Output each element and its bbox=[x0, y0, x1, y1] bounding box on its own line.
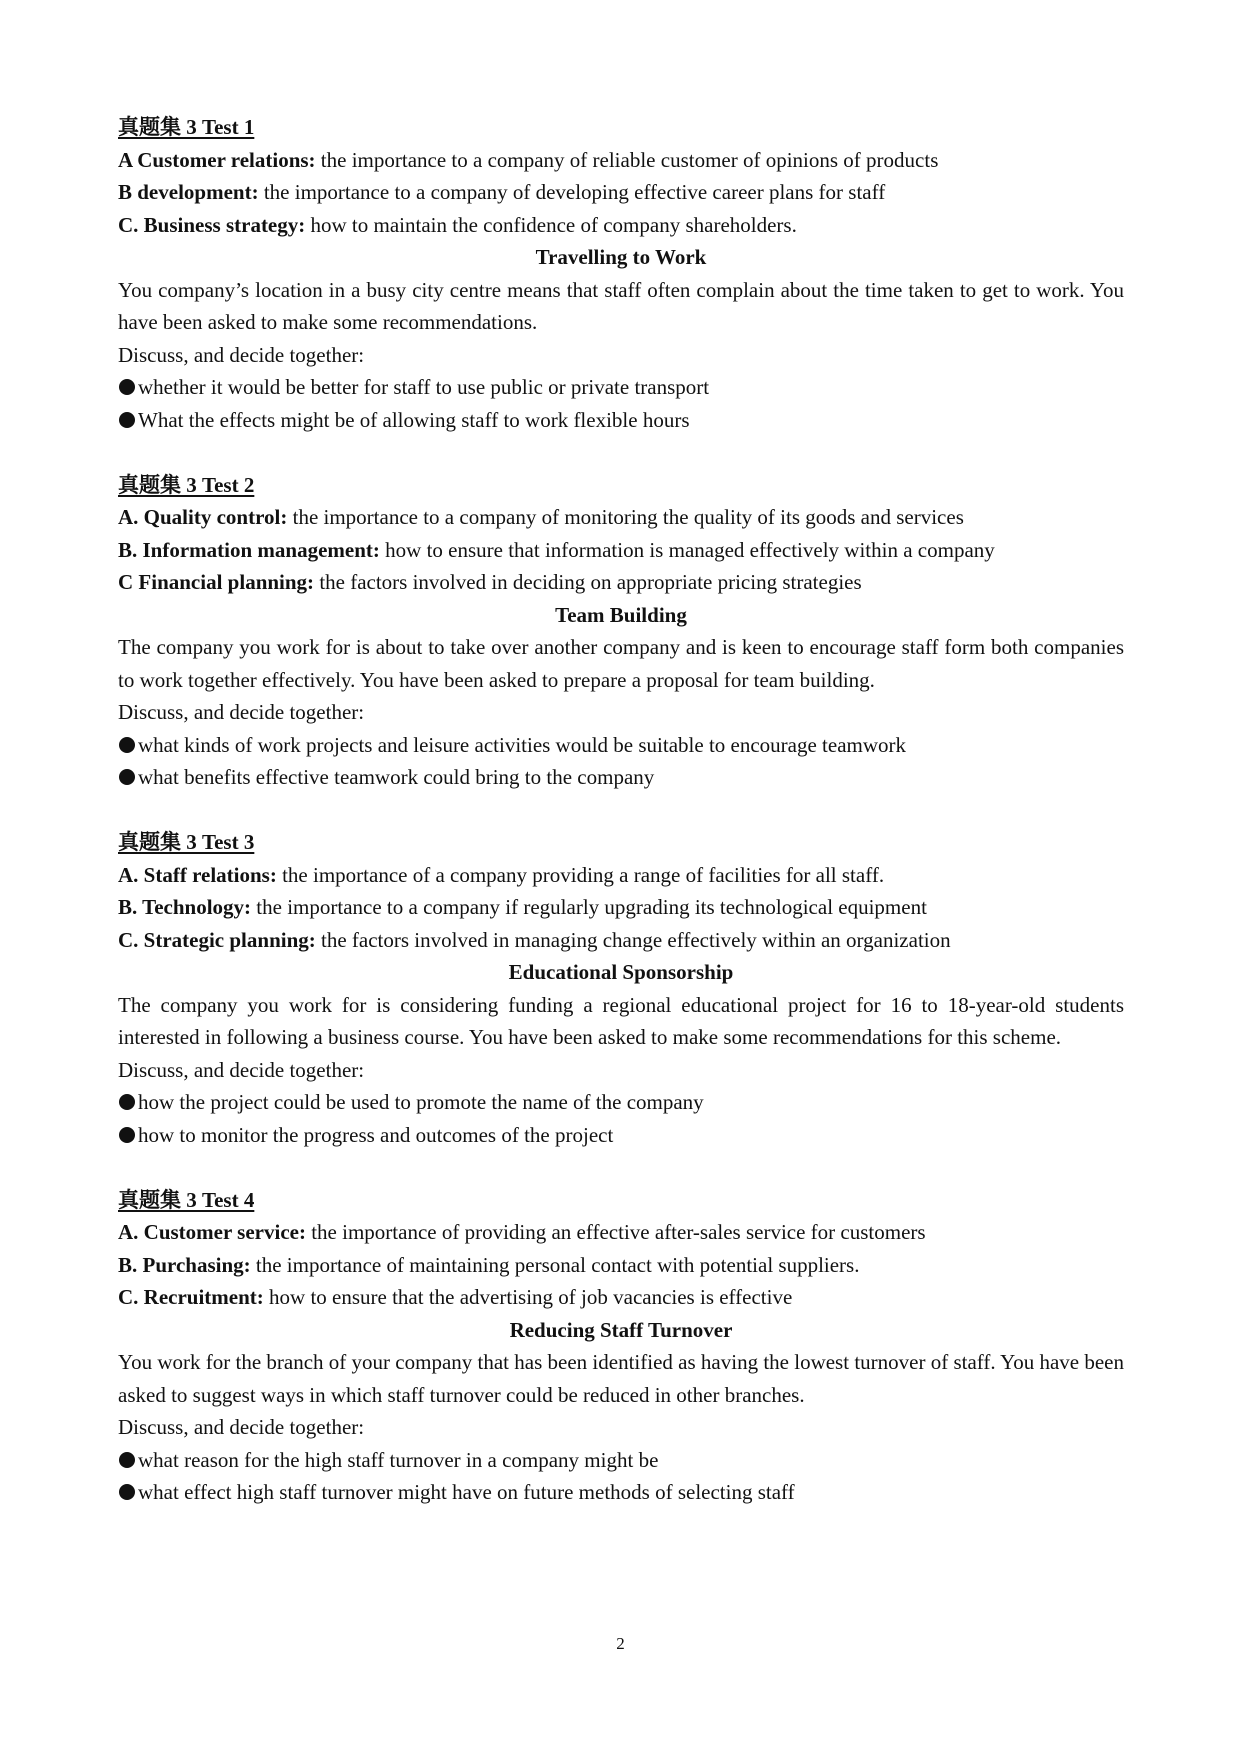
discuss-instruction: Discuss, and decide together: bbox=[118, 700, 365, 724]
heading-test-number: 3 Test 2 bbox=[181, 472, 255, 497]
option-text: the importance to a company if regularly upgrading its technological equipment bbox=[251, 895, 927, 919]
option-label: C. Recruitment: bbox=[118, 1285, 264, 1309]
option-a bbox=[118, 501, 1124, 534]
option-a bbox=[118, 144, 1124, 177]
bullet-item bbox=[118, 761, 1124, 794]
option-label: C. Business strategy: bbox=[118, 212, 306, 237]
option-label: A Customer relations: bbox=[118, 147, 316, 172]
option-label: B. Information management: bbox=[118, 537, 380, 562]
option-label: A. Staff relations: bbox=[118, 862, 277, 887]
heading-cjk: 真题集 bbox=[118, 829, 181, 854]
option-label: B development: bbox=[118, 180, 259, 204]
bullet-text: how to monitor the progress and outcomes of the project bbox=[138, 1122, 614, 1147]
option-text: how to ensure that information is managed effectively within a company bbox=[379, 537, 995, 562]
bullet-text: What the effects might be of allowing staff to work flexible hours bbox=[138, 407, 690, 432]
task-title: Team Building bbox=[555, 602, 687, 627]
task-description: You company’s location in a busy city centre means that staff often complain about the time taken to get to work. You have been asked to make some recommendations. bbox=[118, 277, 1124, 334]
option-text: the importance of a company providing a range of facilities for all staff. bbox=[276, 862, 885, 887]
option-text: the importance to a company of reliable customer of opinions of products bbox=[315, 147, 939, 172]
page-number: 2 bbox=[616, 1634, 625, 1653]
bullet-dot-icon bbox=[119, 769, 135, 785]
test-section-1 bbox=[118, 111, 1124, 436]
bullet-dot-icon bbox=[119, 1452, 135, 1468]
heading-cjk: 真题集 bbox=[118, 471, 181, 497]
option-text: the factors involved in managing change effectively within an organization bbox=[315, 927, 951, 952]
option-a bbox=[118, 1216, 1124, 1249]
option-b bbox=[118, 176, 1124, 209]
option-c bbox=[118, 1281, 1124, 1314]
test-section-4 bbox=[118, 1184, 1124, 1509]
bullet-text: whether it would be better for staff to use public or private transport bbox=[138, 375, 710, 399]
task-description: The company you work for is about to take over another company and is keen to encourage staff form both companies to work together effectively. You have been asked to prepare a proposal for team building. bbox=[118, 635, 1124, 692]
task-title: Educational Sponsorship bbox=[508, 960, 734, 984]
discuss-instruction: Discuss, and decide together: bbox=[118, 342, 365, 367]
task-description: You work for the branch of your company that has been identified as having the lowest turnover of staff. You have been asked to suggest ways in which staff turnover could be reduced in other branches. bbox=[118, 1350, 1124, 1407]
discuss-instruction: Discuss, and decide together: bbox=[118, 1057, 365, 1082]
option-text: the importance of maintaining personal contact with potential suppliers. bbox=[250, 1252, 860, 1277]
bullet-item bbox=[118, 729, 1124, 762]
option-label: B. Purchasing: bbox=[118, 1252, 251, 1277]
heading-cjk: 真题集 bbox=[118, 1186, 181, 1212]
option-label: C Financial planning: bbox=[118, 570, 315, 594]
option-text: the importance to a company of developing effective career plans for staff bbox=[258, 180, 886, 204]
option-text: the factors involved in deciding on appropriate pricing strategies bbox=[314, 570, 862, 594]
option-text: the importance of providing an effective after-sales service for customers bbox=[305, 1220, 926, 1244]
discuss-instruction: Discuss, and decide together: bbox=[118, 1415, 365, 1439]
bullet-text: what kinds of work projects and leisure activities would be suitable to encourage teamwork bbox=[138, 732, 907, 757]
task-description: The company you work for is considering funding a regional educational project for 16 to 18-year-old students interested in following a business course. You have been asked to make some recommendations for this scheme. bbox=[118, 992, 1124, 1049]
bullet-text: what reason for the high staff turnover in a company might be bbox=[138, 1447, 659, 1472]
option-text: how to maintain the confidence of company shareholders. bbox=[305, 212, 797, 237]
task-title: Reducing Staff Turnover bbox=[509, 1317, 733, 1342]
option-b bbox=[118, 891, 1124, 924]
bullet-dot-icon bbox=[119, 1094, 135, 1110]
document-body bbox=[118, 111, 1124, 1509]
bullet-dot-icon bbox=[119, 1484, 135, 1500]
option-label: C. Strategic planning: bbox=[118, 927, 316, 952]
bullet-item bbox=[118, 371, 1124, 404]
option-a bbox=[118, 859, 1124, 892]
section-heading bbox=[118, 469, 1124, 502]
heading-cjk: 真题集 bbox=[118, 114, 181, 139]
option-b bbox=[118, 534, 1124, 567]
bullet-text: what benefits effective teamwork could bring to the company bbox=[138, 765, 655, 789]
bullet-item bbox=[118, 1119, 1124, 1152]
test-section-2 bbox=[118, 469, 1124, 794]
bullet-dot-icon bbox=[119, 1127, 135, 1143]
option-text: how to ensure that the advertising of job vacancies is effective bbox=[263, 1285, 793, 1309]
bullet-item bbox=[118, 1086, 1124, 1119]
task-title: Travelling to Work bbox=[535, 245, 707, 269]
option-text: the importance to a company of monitoring the quality of its goods and services bbox=[287, 505, 964, 529]
section-heading bbox=[118, 1184, 1124, 1217]
bullet-text: how the project could be used to promote the name of the company bbox=[138, 1090, 704, 1114]
test-section-3 bbox=[118, 826, 1124, 1151]
option-label: A. Quality control: bbox=[118, 505, 288, 529]
section-heading bbox=[118, 111, 1124, 144]
bullet-item bbox=[118, 404, 1124, 437]
bullet-dot-icon bbox=[119, 412, 135, 428]
bullet-item bbox=[118, 1444, 1124, 1477]
bullet-dot-icon bbox=[119, 379, 135, 395]
heading-test-number: 3 Test 3 bbox=[181, 830, 255, 854]
bullet-item bbox=[118, 1476, 1124, 1509]
option-b bbox=[118, 1249, 1124, 1282]
section-heading bbox=[118, 826, 1124, 859]
option-c bbox=[118, 566, 1124, 599]
option-c bbox=[118, 209, 1124, 242]
heading-test-number: 3 Test 1 bbox=[181, 115, 255, 139]
option-label: A. Customer service: bbox=[118, 1220, 306, 1244]
option-c bbox=[118, 924, 1124, 957]
bullet-dot-icon bbox=[119, 737, 135, 753]
option-label: B. Technology: bbox=[118, 895, 252, 919]
bullet-text: what effect high staff turnover might have on future methods of selecting staff bbox=[138, 1480, 795, 1504]
heading-test-number: 3 Test 4 bbox=[181, 1187, 255, 1212]
